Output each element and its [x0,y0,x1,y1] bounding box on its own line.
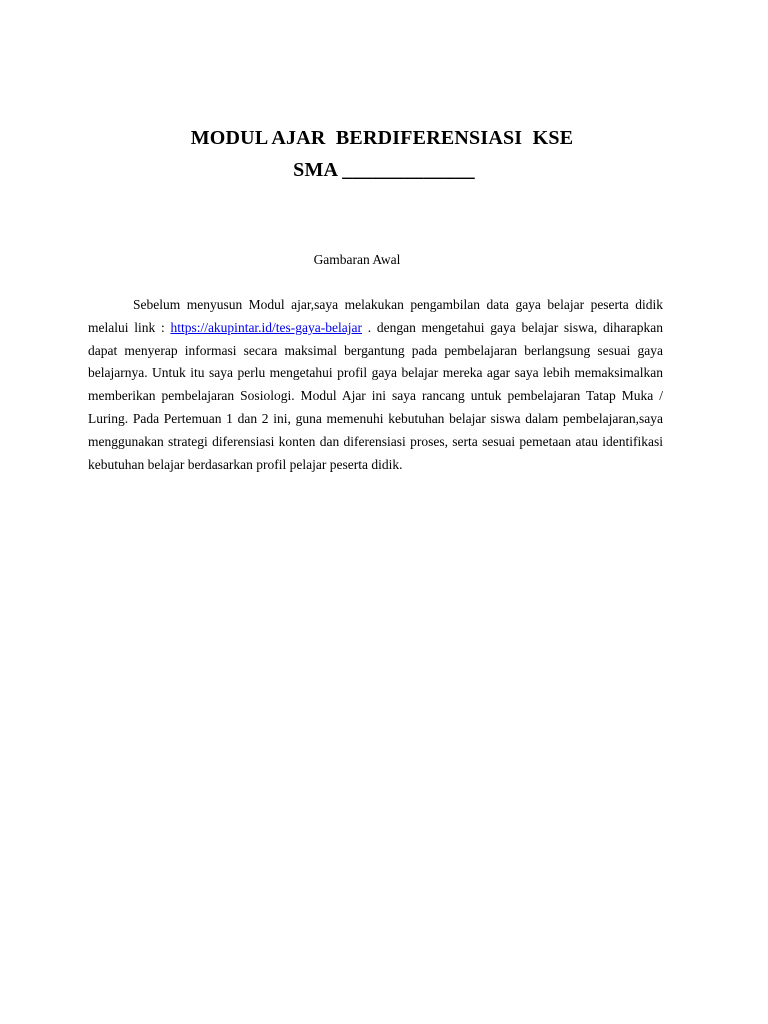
section-heading: Gambaran Awal [313,252,401,267]
gaya-belajar-test-link[interactable]: https://akupintar.id/tes-gaya-belajar [170,319,363,335]
document-title-line2: SMA _____________ [293,159,475,181]
document-title-line1: MODUL AJAR BERDIFERENSIASI KSE [190,127,574,149]
body-paragraph [88,294,663,476]
paragraph-text-before-link: Sebelum menyusun Modul ajar,saya melakukan pengambilan data gaya belajar peserta didik melalui link : [88,297,663,335]
paragraph-text-after-link: . dengan mengetahui gaya belajar siswa, diharapkan dapat menyerap informasi secara maksimal bergantung pada pembelajaran berlangsung sesuai gaya belajarnya. Untuk itu saya perlu mengetahui profil gaya belajar mereka agar saya lebih memaksimalkan memberikan pembelajaran Sosiologi. Modul Ajar ini saya rancang untuk pembelajaran Tatap Muka / Luring. Pada Pertemuan 1 dan 2 ini, guna memenuhi kebutuhan belajar siswa dalam pembelajaran,saya menggunakan strategi diferensiasi konten dan diferensiasi proses, serta sesuai pemetaan atau identifikasi kebutuhan belajar berdasarkan profil pelajar peserta didik. [88,319,664,472]
